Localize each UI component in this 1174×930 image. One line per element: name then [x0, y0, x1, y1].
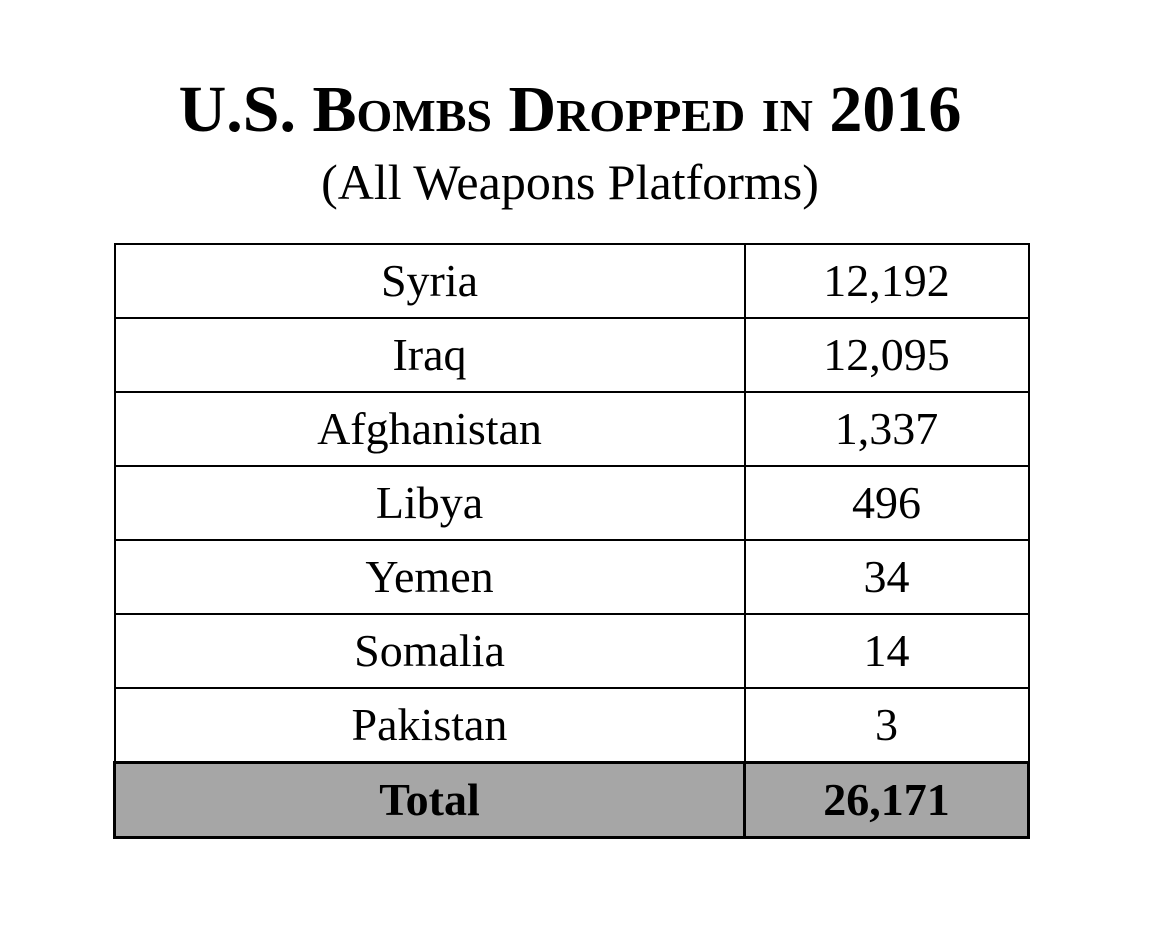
bombs-cell: 1,337 — [745, 392, 1029, 466]
table-row — [115, 540, 1029, 614]
bombs-cell: 496 — [745, 466, 1029, 540]
country-cell: Yemen — [115, 540, 745, 614]
bombs-cell: 34 — [745, 540, 1029, 614]
total-row — [115, 763, 1029, 838]
country-cell: Libya — [115, 466, 745, 540]
country-cell: Somalia — [115, 614, 745, 688]
table-row — [115, 244, 1029, 318]
country-cell: Syria — [115, 244, 745, 318]
table-row — [115, 614, 1029, 688]
total-label-cell: Total — [115, 763, 745, 838]
page-subtitle: (All Weapons Platforms) — [321, 154, 819, 210]
country-cell: Afghanistan — [115, 392, 745, 466]
bombs-cell: 12,095 — [745, 318, 1029, 392]
bombs-table — [113, 243, 1030, 839]
table-row — [115, 318, 1029, 392]
bombs-cell: 14 — [745, 614, 1029, 688]
table-row — [115, 688, 1029, 763]
page-title: U.S. Bombs Dropped in 2016 — [178, 73, 962, 146]
country-cell: Iraq — [115, 318, 745, 392]
bombs-cell: 3 — [745, 688, 1029, 763]
total-value-cell: 26,171 — [745, 763, 1029, 838]
table-row — [115, 466, 1029, 540]
bombs-cell: 12,192 — [745, 244, 1029, 318]
country-cell: Pakistan — [115, 688, 745, 763]
table-row — [115, 392, 1029, 466]
